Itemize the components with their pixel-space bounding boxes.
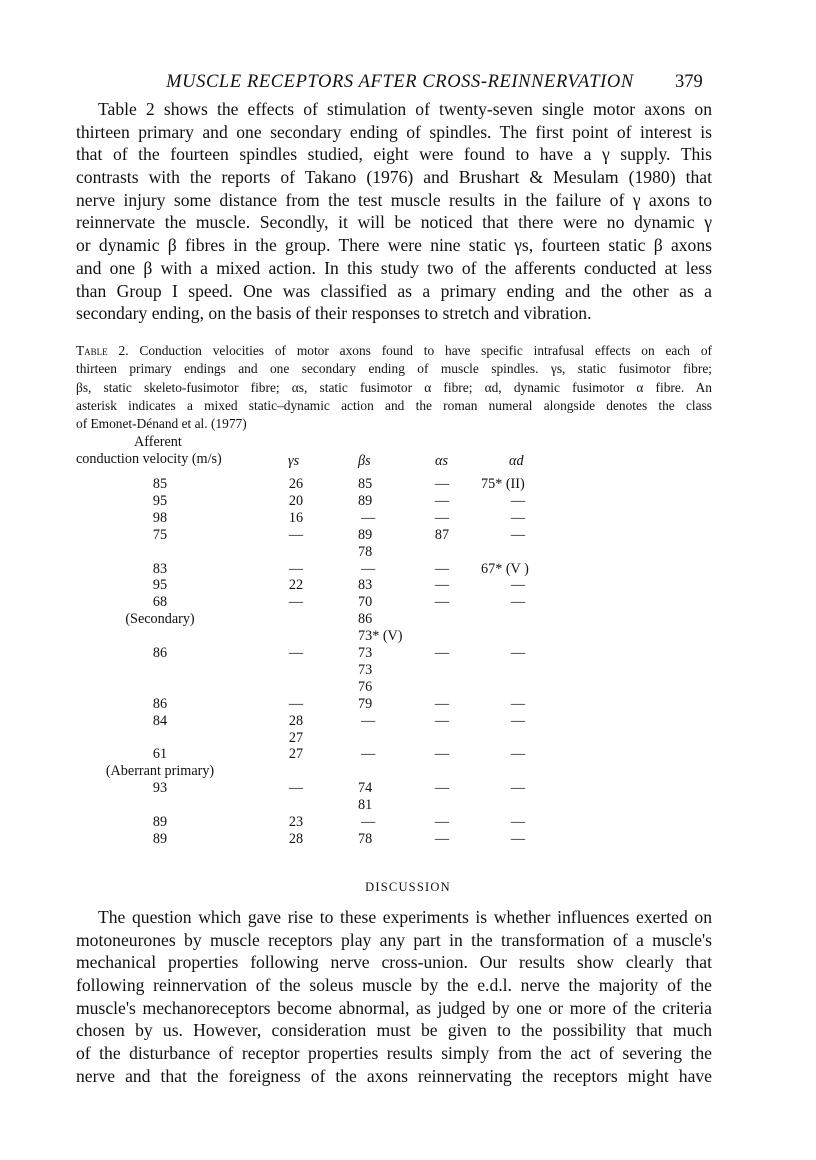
intro-paragraph [76, 98, 712, 325]
table-cell-beta-s: 83 [358, 577, 373, 594]
intro-line: thirteen primary and one secondary ending of spindles. The first point of interest is [76, 121, 712, 142]
table-cell-alpha-d: — [510, 830, 526, 847]
table-cell-alpha-s: — [434, 830, 450, 847]
table-cell-gamma-s: 27 [288, 729, 304, 746]
table-cell-alpha-d: — [510, 645, 526, 661]
table-cell-gamma-s: — [288, 645, 304, 661]
table-cell-afferent: 89 [152, 814, 168, 830]
table-cell-beta-s: — [361, 509, 376, 526]
table-cell-afferent: 68 [152, 594, 168, 611]
table-cell-afferent: 61 [152, 746, 168, 763]
table-cell-alpha-s: — [434, 492, 450, 509]
table-cell-beta-s: 85 [358, 476, 373, 492]
column-header-afferent: Afferent [134, 434, 182, 450]
table-cell-afferent: 84 [152, 712, 168, 729]
table-cell-afferent: 86 [152, 645, 168, 661]
table-cell-beta-s: 78 [358, 830, 373, 847]
table-cell-alpha-s: — [434, 780, 450, 797]
table-cell-gamma-s: 28 [288, 712, 304, 729]
table-cell-beta-s: 76 [358, 678, 373, 695]
intro-line: secondary ending, on the basis of their responses to stretch and vibration. [76, 303, 592, 324]
table-cell-alpha-d: — [510, 509, 526, 526]
table-cell-beta-s: 73 [358, 645, 373, 661]
table-cell-afferent: 83 [152, 560, 168, 577]
intro-line: or dynamic β fibres in the group. There were nine static γs, fourteen static β axons [76, 235, 712, 256]
table-cell-alpha-s: — [434, 577, 450, 594]
table-cell-gamma-s: 16 [288, 509, 304, 526]
discussion-paragraph [76, 906, 712, 1088]
table-cell-afferent: (Aberrant primary) [105, 763, 215, 780]
discussion-line: following reinnervation of the soleus muscle by the e.d.l. nerve the majority of the [76, 975, 712, 996]
table-cell-alpha-s: — [434, 594, 450, 611]
caption-line: thirteen primary endings and one secondary ending of muscle spindles. γs, static fusimotor fibre; [76, 361, 712, 377]
table-cell-afferent: 86 [152, 695, 168, 712]
table-cell-beta-s: 78 [358, 543, 373, 560]
table-cell-gamma-s: — [288, 695, 304, 712]
table-cell-beta-s: 89 [358, 492, 373, 509]
table-cell-gamma-s: — [288, 526, 304, 543]
table-cell-beta-s: 81 [358, 797, 373, 814]
table-cell-beta-s: 86 [358, 611, 373, 628]
column-header-alpha-s: αs [435, 453, 448, 469]
table-cell-gamma-s: 27 [288, 746, 304, 763]
table-cell-gamma-s: — [288, 560, 304, 577]
page-number: 379 [675, 72, 703, 92]
table-cell-alpha-d: — [510, 712, 526, 729]
table-cell-beta-s: — [361, 712, 376, 729]
table-cell-beta-s: 70 [358, 594, 373, 611]
table-cell-alpha-d: — [510, 577, 526, 594]
column-header-alpha-d: αd [509, 453, 524, 469]
table-cell-gamma-s: — [288, 594, 304, 611]
discussion-line: motoneurones by muscle receptors play any part in the transformation of a muscle's [76, 929, 712, 950]
table-cell-gamma-s: 23 [288, 814, 304, 830]
caption-line: βs, static skeleto-fusimotor fibre; αs, static fusimotor α fibre; αd, dynamic fusimotor α fibre. An [76, 379, 712, 395]
table-cell-afferent: 95 [152, 577, 168, 594]
table-cell-alpha-d: — [510, 526, 526, 543]
table-cell-afferent: 93 [152, 780, 168, 797]
discussion-line: chosen by us. However, consideration must be given to the possibility that much [76, 1020, 712, 1041]
table-cell-afferent: (Secondary) [125, 611, 195, 628]
caption-text: Conduction velocities of motor axons found to have specific intrafusal effects on each of [139, 343, 712, 358]
intro-line: contrasts with the reports of Takano (1976) and Brushart & Mesulam (1980) that [76, 167, 712, 188]
table-cell-afferent: 89 [152, 830, 168, 847]
table-cell-alpha-s: 87 [434, 526, 450, 543]
table-cell-gamma-s: 28 [288, 830, 304, 847]
table-cell-beta-s: — [361, 560, 376, 577]
table-cell-alpha-s: — [434, 560, 450, 577]
running-title: MUSCLE RECEPTORS AFTER CROSS-REINNERVATION [166, 72, 634, 92]
table-cell-afferent: 75 [152, 526, 168, 543]
discussion-line: The question which gave rise to these experiments is whether influences exerted on [98, 907, 712, 927]
table-cell-beta-s: — [361, 814, 376, 830]
intro-line: that of the fourteen spindles studied, eight were found to have a γ supply. This [76, 144, 712, 165]
column-header-beta-s: βs [358, 453, 371, 469]
table-cell-beta-s: 89 [358, 526, 373, 543]
table-cell-gamma-s: — [288, 780, 304, 797]
table-cell-alpha-d: — [510, 594, 526, 611]
table-cell-gamma-s: 26 [288, 476, 304, 492]
caption-line: of Emonet-Dénand et al. (1977) [76, 416, 247, 432]
table-cell-beta-s: 73 [358, 661, 373, 678]
intro-line: reinnervate the muscle. Secondly, it will be noticed that there were no dynamic γ [76, 212, 712, 233]
table-cell-alpha-s: — [434, 509, 450, 526]
discussion-line: mechanical properties following nerve cross-union. Our results show clearly that [76, 952, 712, 973]
table-cell-alpha-d: — [510, 746, 526, 763]
table-cell-alpha-d: 67* (V ) [481, 560, 529, 577]
table-cell-alpha-d: 75* (II) [481, 476, 525, 492]
table-cell-beta-s: 73* (V) [358, 628, 403, 645]
table-cell-alpha-s: — [434, 476, 450, 492]
table-cell-beta-s: 74 [358, 780, 373, 797]
table-cell-alpha-s: — [434, 695, 450, 712]
table-cell-afferent: 98 [152, 509, 168, 526]
caption-line: asterisk indicates a mixed static–dynamic action and the roman numeral alongside denotes the class [76, 397, 712, 413]
discussion-line: muscle's mechanoreceptors become abnormal, as judged by one or more of the criteria [76, 997, 712, 1018]
intro-line: than Group I speed. One was classified as a primary ending and the other as a [76, 280, 712, 301]
discussion-line: of the disturbance of receptor properties results simply from the act of severing the [76, 1043, 712, 1064]
table-cell-alpha-s: — [434, 645, 450, 661]
table-cell-alpha-d: — [510, 780, 526, 797]
table-cell-afferent: 95 [152, 492, 168, 509]
table-cell-afferent: 85 [152, 476, 168, 492]
table-cell-alpha-s: — [434, 712, 450, 729]
table-cell-beta-s: 79 [358, 695, 373, 712]
caption-label: Table 2. [76, 343, 129, 358]
table-cell-alpha-d: — [510, 814, 526, 830]
intro-line: and one β with a mixed action. In this study two of the afferents conducted at less [76, 257, 712, 278]
table-caption [76, 342, 712, 433]
column-header-afferent-units: conduction velocity (m/s) [76, 451, 222, 467]
table-cell-beta-s: — [361, 746, 376, 763]
table-cell-gamma-s: 20 [288, 492, 304, 509]
caption-line [76, 342, 712, 360]
column-header-gamma-s: γs [288, 453, 300, 469]
table-cell-alpha-s: — [434, 746, 450, 763]
intro-line: Table 2 shows the effects of stimulation of twenty-seven single motor axons on [98, 99, 712, 119]
discussion-heading: DISCUSSION [365, 880, 451, 894]
table-cell-alpha-d: — [510, 492, 526, 509]
table-cell-alpha-s: — [434, 814, 450, 830]
intro-line: nerve injury some distance from the test muscle results in the failure of γ axons to [76, 189, 712, 210]
table-cell-gamma-s: 22 [288, 577, 304, 594]
discussion-line: nerve and that the foreigness of the axons reinnervating the receptors might have [76, 1065, 712, 1086]
table-cell-alpha-d: — [510, 695, 526, 712]
